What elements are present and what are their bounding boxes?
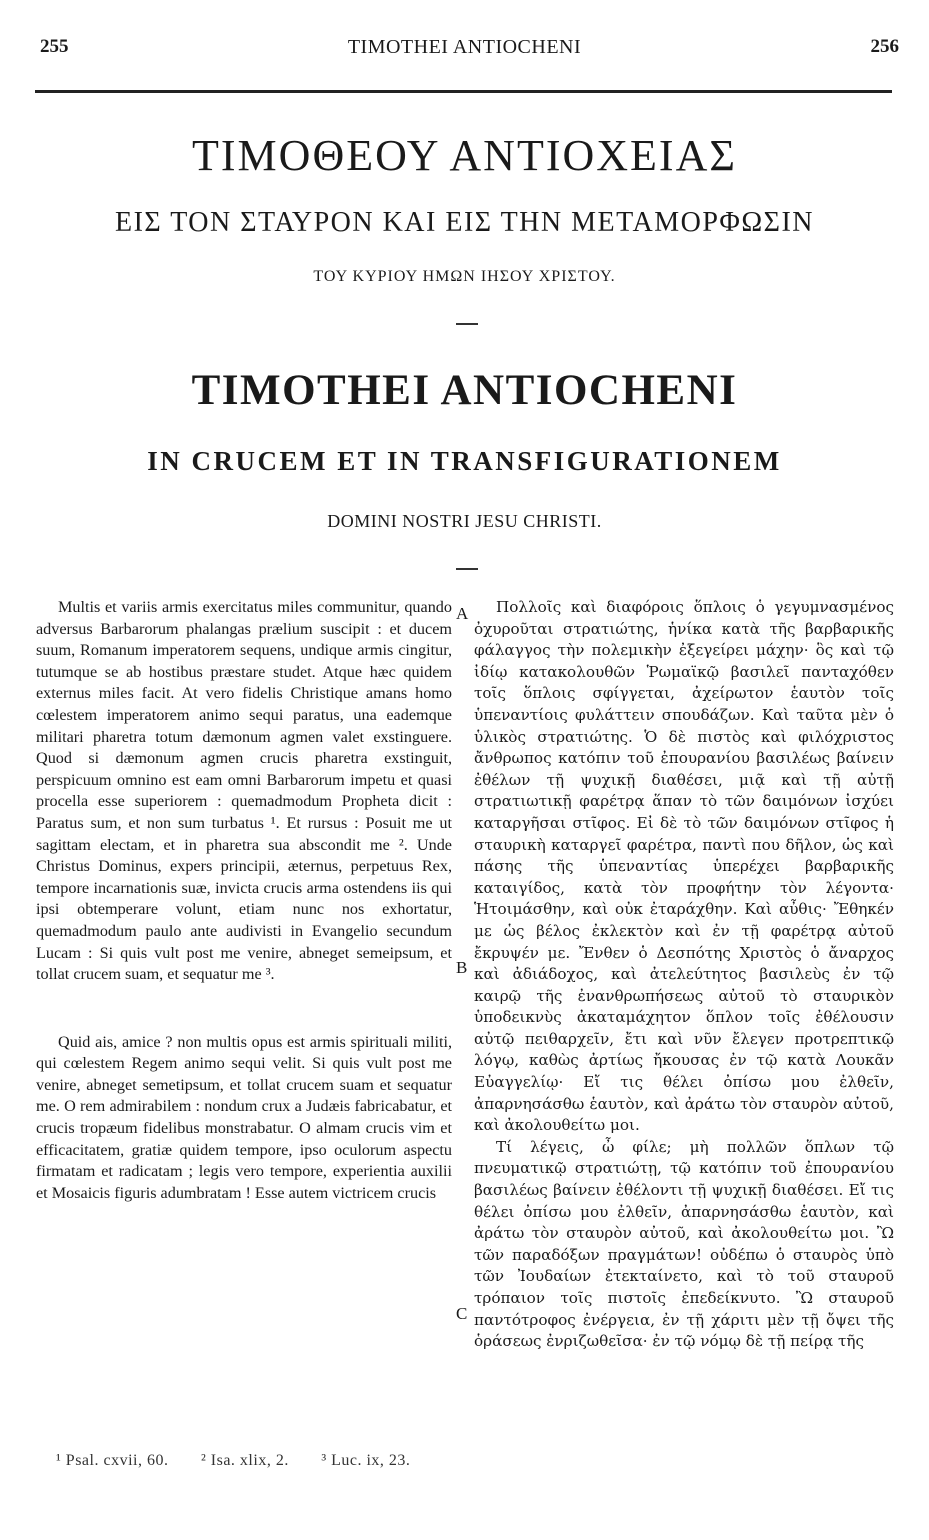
greek-subtitle: ΕΙΣ ΤΟΝ ΣΤΑΥΡΟΝ ΚΑΙ ΕΙΣ ΤΗΝ ΜΕΤΑΜΟΡΦΩΣΙΝ — [114, 207, 815, 238]
page-number-left: 255 — [40, 36, 69, 57]
running-title: TIMOTHEI ANTIOCHENI — [347, 36, 582, 58]
greek-paragraph-2: Τί λέγεις, ὦ φίλε; μὴ πολλῶν ὅπλων τῷ πνευματικῷ στρατιώτῃ, τῷ κατόπιν τοῦ ἐπουρανίου βασιλέως βαίνειν ἐθέλοντι τῇ ψυχικῇ διαθέσει. Εἴ τις θέλει ὀπίσω μου ἐλθεῖν, ἀπαρνησάσθω ἑαυτὸν, καὶ ἀράτω τὸν σταυρὸν αὐτοῦ, καὶ ἀκολουθείτω μοι. Ὢ τῶν παραδόξων πραγμάτων! οὐδέπω ὁ σταυρὸς ὑπὸ τῶν Ἰουδαίων ἐτεκταίνετο, καὶ τὸ τοῦ σταυροῦ τρόπαιον τοῖς πιστοῖς ἐπεδείκνυτο. Ὢ σταυροῦ παντότροφος ἐνέργεια, ἐν τῇ χάριτι μὲν τῇ ὄψει τῆς ὁράσεως ἐνριζωθεῖσα· ἐν τῷ νόμῳ δὲ τῇ πείρᾳ τῆς — [474, 1137, 894, 1351]
latin-paragraph-1: Multis et variis armis exercitatus miles communitur, quando adversus Barbarorum phalangas prælium suscipit : et ducem suum, Romanum imperatorem sequens, undique armis cingitur, tutumque se ab hostibus præstare studet. Atque hæc quidem externus miles facit. At vero fidelis Christique amans homo cœlestem imperatorem animo sequi paratus, una eademque militari pharetra totum dæmonum agmen valet exstinguere. Quod si dæmonum agmen crucis pharetra exstinguit, perspicuum omnino est eam omni Barbarorum impetu et quasi procella esse superiorem : quemadmodum Propheta dicit : Paratus sum, et non sum turbatus ¹. Et rursus : Posuit me ut sagittam electam, et in pharetra sua abscondit me ². Unde Christus Dominus, expers principii, æternus, perpetuus Rex, tempore incarnationis suæ, invicta crucis arma ostendens iis qui ipsi obtemperare volunt, etiam nunc nos exhortatur, quemadmodum paulo ante audivisti in Evangelio secundum Lucam : Si quis vult post me venire, abneget semeipsum, et tollat crucem suam, et sequatur me ³. — [36, 598, 452, 984]
greek-subtitle-2: ΤΟΥ ΚΥΡΙΟΥ ΗΜΩΝ ΙΗΣΟΥ ΧΡΙΣΤΟΥ. — [313, 268, 616, 285]
footnote-2: ² Isa. xlix, 2. — [200, 1452, 289, 1469]
latin-title: TIMOTHEI ANTIOCHENI — [191, 367, 738, 414]
page-number-right: 256 — [870, 36, 899, 57]
latin-paragraph-2: Quid ais, amice ? non multis opus est armis spirituali militi, qui cœlestem Regem animo sequi velit. Si quis vult post me venire, abneget semetipsum, et tollat crucem suam et sequatur me. O rem admirabilem : nondum crux a Judæis fabricabatur, et crucis tropæum fidelibus monstrabatur. O almam crucis vim et efficacitatem, gratiæ quidem tempore, ipso oculorum aspectu firmatam et radicatam ; legis vero tempore, experientia auxilii et Mosaicis figuris adumbratam ! Esse autem victricem crucis — [36, 1032, 452, 1202]
header-rule — [35, 90, 892, 93]
greek-paragraph-1: Πολλοῖς καὶ διαφόροις ὅπλοις ὁ γεγυμνασμένος ὀχυροῦται στρατιώτης, ἡνίκα κατὰ τῆς βαρβαρικῆς φάλαγγος τὴν πολεμικὴν ἐξεγείρει μάχην· ὃς καὶ τῷ ἰδίῳ κατακολουθῶν Ῥωμαϊκῷ βασιλεῖ πανταχόθεν τοῖς ὅπλοις σφίγγεται, ἀχείρωτον ἑαυτὸν τοῖς ὑπεναντίοις φυλάττειν σπουδάζων. Καὶ ταῦτα μὲν ὁ ὑλικὸς στρατιώτης. Ὁ δὲ πιστὸς καὶ φιλόχριστος ἄνθρωπος κατόπιν τοῦ ἐπουρανίου βασιλέως βαίνειν ἐθέλων τῇ ψυχικῇ διαθέσει, μιᾷ καὶ τῇ αὐτῇ στρατιωτικῇ φαρέτρᾳ ἅπαν τὸ τῶν δαιμόνων ἰσχύει καταργῆσαι στῖφος. Εἰ δὲ τὸ τῶν δαιμόνων στῖφος ἡ σταυρικὴ καταργεῖ φαρέτρα, παντὶ που δῆλον, ὡς καὶ πάσης τῆς ὑπεναντίας ὑπερέχει βαρβαρικῆς καταιγίδος, κατὰ τὸν προφήτην τὸν λέγοντα· Ἡτοιμάσθην, καὶ οὐκ ἐταράχθην. Καὶ αὖθις· Ἔθηκέν με ὡς βέλος ἐκλεκτὸν καὶ ἐν τῇ φαρέτρᾳ αὐτοῦ ἔκρυψέν με. Ἔνθεν ὁ Δεσπότης Χριστὸς ὁ ἄναρχος καὶ ἀδιάδοχος, καὶ ἀτελεύτητος βασιλεὺς ἐν τῷ καιρῷ τῆς ἐνανθρωπήσεως αὐτοῦ τὸ σταυρικὸν ὑποδεικνὺς ἀκαταμάχητον ὅπλον τοῖς ἐθέλουσιν αὐτῷ πειθαρχεῖν, ἔτι καὶ νῦν ἔλεγεν προτρεπτικῷ λόγῳ, καθὼς ἀρτίως ἤκουσας ἐν τῷ κατὰ Λουκᾶν Εὐαγγελίῳ· Εἴ τις θέλει ὀπίσω μου ἐλθεῖν, ἀπαρνησάσθω ἑαυτὸν, καὶ ἀράτω τὸν σταυρὸν αὐτοῦ, καὶ ἀκολουθείτω μοι. — [474, 598, 894, 1135]
footnotes — [56, 1452, 756, 1470]
greek-title: ΤΙΜΟΘΕΟΥ ΑΝΤΙΟΧΕΙΑΣ — [192, 131, 737, 180]
running-head — [0, 36, 929, 66]
latin-subtitle: IN CRUCEM ET IN TRANSFIGURATIONEM — [147, 446, 782, 476]
latin-subtitle-2: DOMINI NOSTRI JESU CHRISTI. — [327, 511, 602, 531]
footnote-1: ¹ Psal. cxvii, 60. — [56, 1452, 169, 1469]
greek-column — [474, 597, 894, 1353]
title-dash-1 — [456, 323, 478, 325]
margin-letter-a: A — [456, 604, 469, 623]
footnote-3: ³ Luc. ix, 23. — [321, 1452, 411, 1469]
latin-column — [36, 597, 452, 1204]
margin-letter-b: B — [456, 958, 468, 977]
title-dash-2 — [456, 568, 478, 570]
margin-letter-c: C — [456, 1304, 468, 1323]
